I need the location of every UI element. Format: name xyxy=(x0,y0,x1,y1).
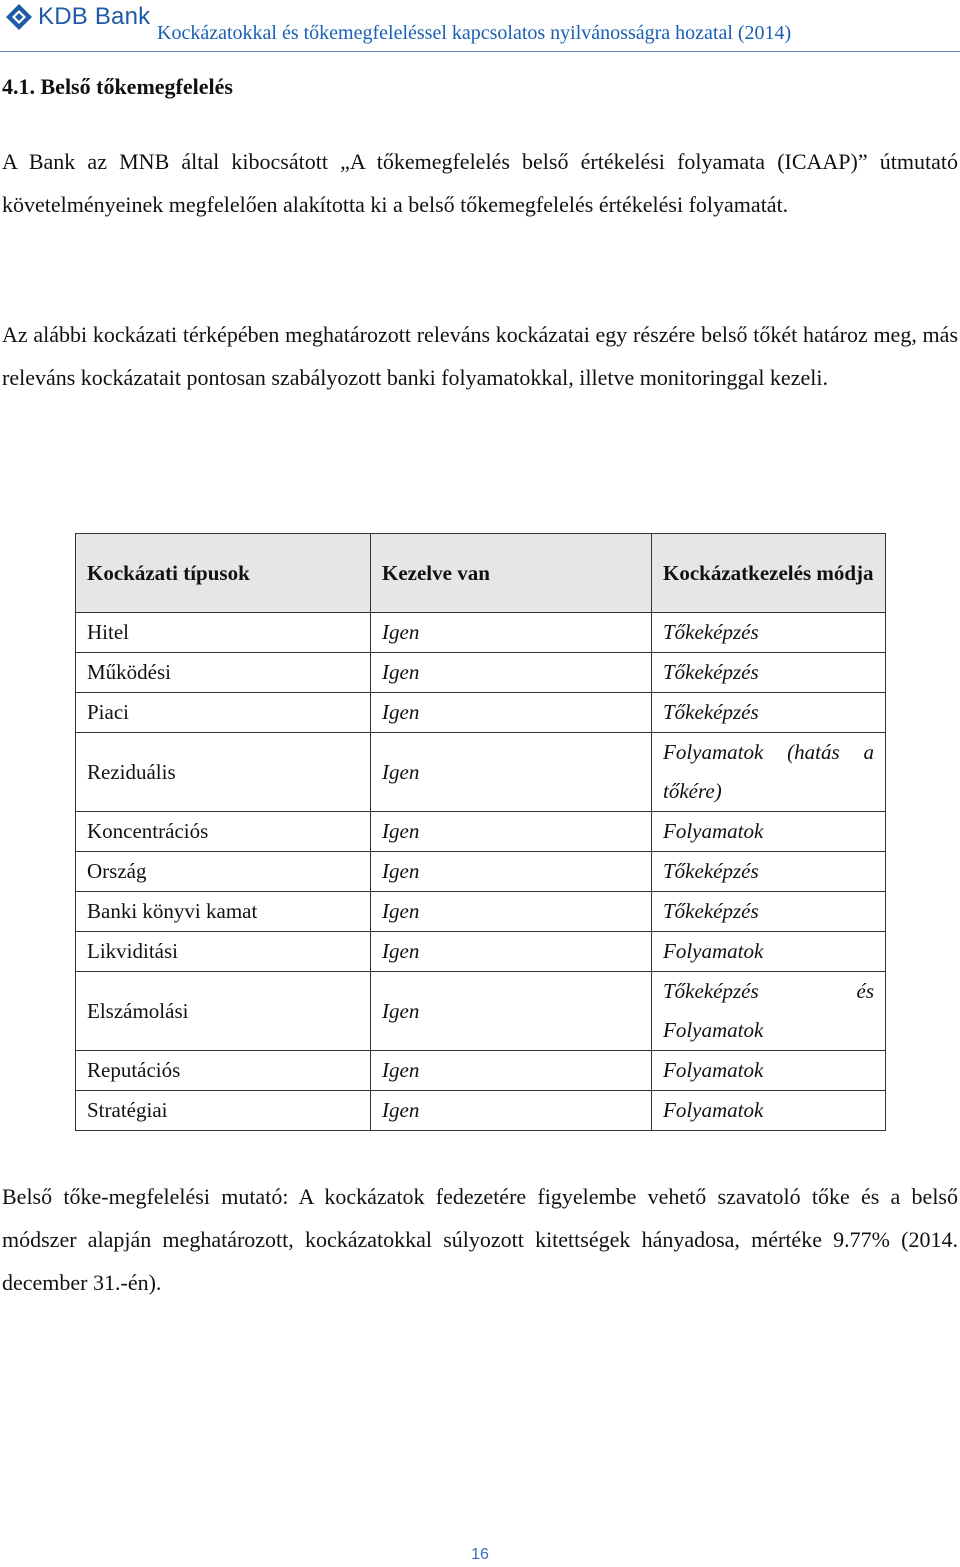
method-cell: Tőkeképzés xyxy=(652,613,886,653)
risk-type-cell: Reziduális xyxy=(76,733,371,812)
paragraph-capital-ratio: Belső tőke-megfelelési mutató: A kockázatok fedezetére figyelembe vehető szavatoló tőke és a belső módszer alapján meghatározott, kockázatokkal súlyozott kitettségek hányadosa, mértéke 9.77% (2014. december 31.-én). xyxy=(2,1184,958,1295)
managed-cell: Igen xyxy=(371,852,652,892)
method-cell: Tőkeképzés xyxy=(652,892,886,932)
method-cell: Folyamatok xyxy=(652,1051,886,1091)
risk-type-cell: Banki könyvi kamat xyxy=(76,892,371,932)
table-row xyxy=(76,653,886,693)
section-heading: 4.1. Belső tőkemegfelelés xyxy=(2,74,233,99)
risk-type-cell: Hitel xyxy=(76,613,371,653)
managed-cell: Igen xyxy=(371,613,652,653)
table-row xyxy=(76,892,886,932)
page-header xyxy=(0,0,960,62)
managed-cell: Igen xyxy=(371,932,652,972)
risk-type-cell: Piaci xyxy=(76,693,371,733)
managed-cell: Igen xyxy=(371,1051,652,1091)
managed-cell: Igen xyxy=(371,693,652,733)
managed-cell: Igen xyxy=(371,1091,652,1131)
column-header-method: Kockázatkezelés módja xyxy=(652,534,886,613)
bank-logo xyxy=(5,3,150,31)
column-header-risk-type: Kockázati típusok xyxy=(76,534,371,613)
table-row xyxy=(76,932,886,972)
method-cell: Tőkeképzés xyxy=(652,653,886,693)
managed-cell: Igen xyxy=(371,972,652,1051)
managed-cell: Igen xyxy=(371,892,652,932)
table-header-row xyxy=(76,534,886,613)
risk-type-cell: Koncentrációs xyxy=(76,812,371,852)
managed-cell: Igen xyxy=(371,653,652,693)
table-row xyxy=(76,972,886,1051)
table-row xyxy=(76,812,886,852)
column-header-managed: Kezelve van xyxy=(371,534,652,613)
risk-type-cell: Ország xyxy=(76,852,371,892)
kdb-logo-icon xyxy=(5,3,33,31)
table-row xyxy=(76,1091,886,1131)
risk-type-cell: Működési xyxy=(76,653,371,693)
table-row xyxy=(76,613,886,653)
method-cell xyxy=(652,972,886,1051)
method-cell: Folyamatok xyxy=(652,1091,886,1131)
page-number: 16 xyxy=(471,1546,489,1563)
table-row xyxy=(76,733,886,812)
method-cell: Folyamatok xyxy=(652,932,886,972)
table-row xyxy=(76,1051,886,1091)
paragraph-risk-map: Az alábbi kockázati térképében meghatározott releváns kockázatai egy részére belső tőkét határoz meg, más releváns kockázatait pontosan szabályozott banki folyamatokkal, illetve monitoringgal kezeli. xyxy=(2,322,958,390)
risk-type-cell: Elszámolási xyxy=(76,972,371,1051)
header-divider xyxy=(0,51,960,52)
risk-type-cell: Reputációs xyxy=(76,1051,371,1091)
method-cell: Tőkeképzés xyxy=(652,852,886,892)
method-cell: Tőkeképzés xyxy=(652,693,886,733)
table-row xyxy=(76,852,886,892)
paragraph-icaap: A Bank az MNB által kibocsátott „A tőkemegfelelés belső értékelési folyamata (ICAAP)” útmutató követelményeinek megfelelően alakította ki a belső tőkemegfelelés értékelési folyamatát. xyxy=(2,149,958,217)
risk-table xyxy=(75,533,886,1131)
managed-cell: Igen xyxy=(371,812,652,852)
managed-cell: Igen xyxy=(371,733,652,812)
method-cell: Folyamatok xyxy=(652,812,886,852)
method-text: Tőkeképzés és Folyamatok xyxy=(663,979,874,1042)
risk-type-cell: Likviditási xyxy=(76,932,371,972)
risk-type-cell: Stratégiai xyxy=(76,1091,371,1131)
logo-text: KDB Bank xyxy=(38,3,151,30)
document-title: Kockázatokkal és tőkemegfeleléssel kapcsolatos nyilvánosságra hozatal (2014) xyxy=(157,22,792,44)
method-cell xyxy=(652,733,886,812)
method-text: Folyamatok (hatás a tőkére) xyxy=(663,740,874,803)
table-row xyxy=(76,693,886,733)
